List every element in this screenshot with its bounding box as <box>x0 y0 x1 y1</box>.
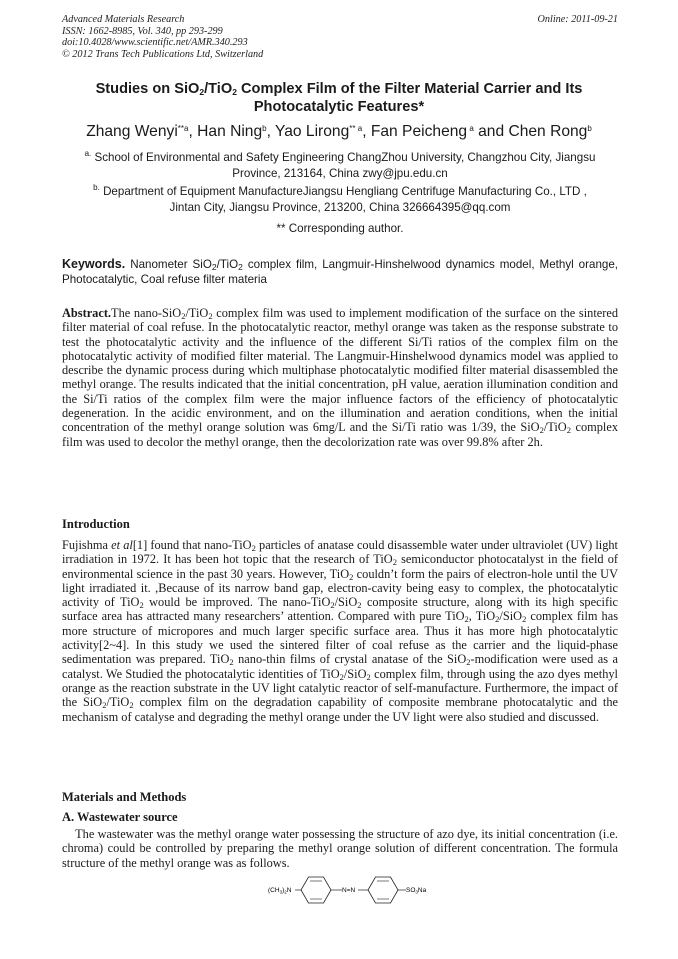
azo-group: N=N <box>342 887 356 894</box>
author-mark: b <box>262 124 267 133</box>
author-name: Chen Rong <box>508 123 588 140</box>
issn-line: ISSN: 1662-8985, Vol. 340, pp 293-299 <box>62 25 223 37</box>
methyl-orange-structure <box>268 873 438 905</box>
abstract-label: Abstract. <box>62 306 112 320</box>
introduction-text: Fujishma et al[1] found that nano-TiO$_2$ particles of anatase could disassemble water under ultraviolet (UV) light irradiation in 1972. It has been hot topic that the research of TiO$_2$ semiconductor photocatalyst in the field of environmental science in the past 30 years. However, TiO$_2$ couldn’t form the pairs of electron-hole until the UV light irradiated it. ,Because of its narrow band gap, electron-cavity being easy to complex, the photocatalytic activity of TiO$_2$ would be improved. The nano-TiO$_2$/SiO$_2$ composite structure, along with its high specific surface area has attracted many researchers’ attention. Compared with pure TiO$_2$, TiO$_2$/SiO$_2$ complex film has more structure of micropores and much larger specific surface area. Thus it has more high photocatalytic activity[2~4]. In this study we used the sintered filter of coal refuse as the carrier and the liquid-phase sedimentation was prepared. TiO$_2$ nano-thin films of crystal anatase of the SiO$_2$-modification were used as a catalyst. We Studied the photocatalytic identities of TiO$_2$/SiO$_2$ complex film, through using the azo dyes methyl orange as the reaction substrate in the UV light catalytic reactor of self-manufacture. Furthermore, the impact of the SiO$_2$/TiO$_2$ complex film on the degradation capability of composite membrane photocatalytic and the mechanism of catalyse and degrading the methyl orange under the UV light were also studied and discussed. <box>62 538 619 724</box>
methods-heading: Materials and Methods <box>62 790 187 804</box>
author-list: Zhang Wenyi$^{**a}$, Han Ning$^b$, Yao Lirong$^{** a}$, Fan Peicheng $^a$ and Chen Rong$^b$ <box>86 123 592 140</box>
keywords: Keywords. Nanometer SiO$_2$/TiO$_2$ complex film, Langmuir-Hinshelwood dynamics model, Methyl orange, Photocatalytic, Coal refuse filter materia <box>62 257 619 286</box>
wastewater-subheading: A. Wastewater source <box>62 810 178 824</box>
affiliation-a: $^{a.}$ School of Environmental and Safety Engineering ChangZhou University, Changzhou City, Jiangsu Province, 213164, China zwy@jpu.edu.cn <box>84 149 596 180</box>
sulfonate-group: $SO_3Na$ <box>406 887 427 895</box>
dimethylamino-group: $(CH_3)_2N$ <box>268 887 292 895</box>
keywords-label: Keywords. <box>62 257 126 271</box>
copyright-line: © 2012 Trans Tech Publications Ltd, Switzerland <box>62 48 264 60</box>
author-mark: **a <box>177 124 189 133</box>
doi-line: doi:10.4028/www.scientific.net/AMR.340.293 <box>62 37 248 48</box>
author-mark: b <box>587 124 592 133</box>
author-mark: a <box>467 124 474 133</box>
corresponding-author-note: ** Corresponding author. <box>276 222 404 235</box>
author-name: Zhang Wenyi <box>86 123 178 140</box>
abstract: Abstract.The nano-SiO$_2$/TiO$_2$ complex film was used to implement modification of the surface on the sintered filter material of coal refuse. In the photocatalytic reactor, methyl orange was taken as the response substrate to test the photocatalytic activity and the influence of the different Si/Ti ratios of the complex film on the photocatalytic activity of modified filter material. The Langmuir-Hinshelwood dynamics model was applied to describe the dynamic process during which multiphase photocatalytic modified filter material disassembled the methyl orange. The results indicated that the initial concentration, pH value, aeration illumination condition and the Si/Ti ratios of the complex film were the major influence factors of the efficiency of photocatalytic degeneration. In the acidic environment, and on the illumination and aeration conditions, when the initial concentration of the methyl orange solution was 6mg/L and the Si/Ti ratio was 1/39, the SiO$_2$/TiO$_2$ complex film was used to decolor the methyl orange, then the decolorization rate was over 99.8% after 2h. <box>62 306 618 449</box>
author-name: Yao Lirong <box>275 123 350 140</box>
author-name: Fan Peicheng <box>370 123 468 140</box>
online-date: Online: 2011-09-21 <box>537 14 618 25</box>
introduction-heading: Introduction <box>62 517 130 531</box>
author-name: Han Ning <box>197 123 263 140</box>
journal-header <box>62 14 618 60</box>
journal-name: Advanced Materials Research <box>62 14 185 25</box>
affiliation-b: $^{b.}$ Department of Equipment ManufactureJiangsu Hengliang Centrifuge Manufacturing Co., LTD , Jintan City, Jiangsu Province, 213200, China 326664395@qq.com <box>93 183 587 214</box>
author-mark: ** a <box>349 124 363 133</box>
methods-text: The wastewater was the methyl orange water possessing the structure of azo dye, its initial concentration (i.e. chroma) could be controlled by preparing the methyl orange solution of different concentration. The formula structure of the methyl orange was as follows. <box>62 827 622 870</box>
paper-title: Studies on SiO$_2$/TiO$_2$ Complex Film of the Filter Material Carrier and Its Photocatalytic Features* <box>95 81 583 115</box>
